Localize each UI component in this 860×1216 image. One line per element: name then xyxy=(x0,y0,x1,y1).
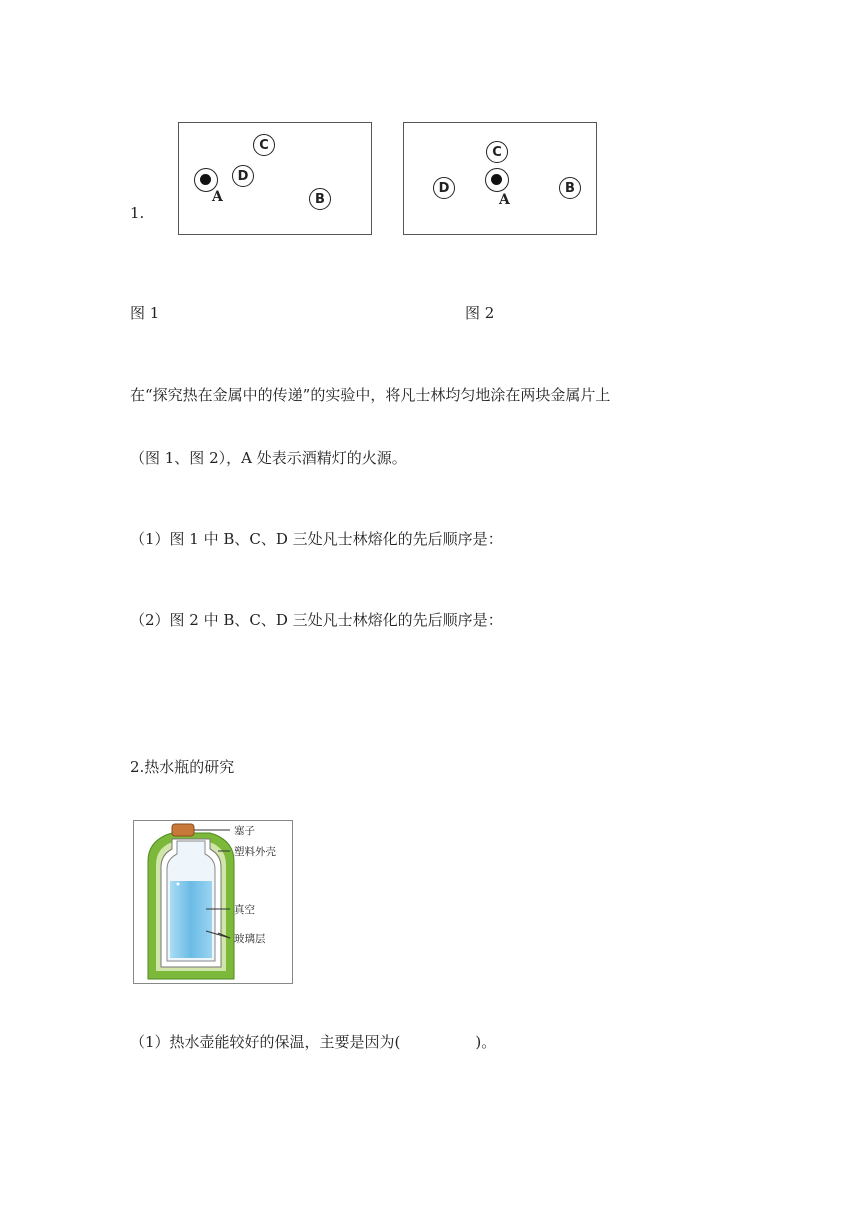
question-2-sub1: （1）热水壶能较好的保温，主要是因为( )。 xyxy=(130,1033,497,1051)
label-glass-layer: 玻璃层 xyxy=(234,933,266,945)
label-plastic-shell: 塑料外壳 xyxy=(234,846,276,858)
question-1-sub2: （2）图 2 中 B、C、D 三处凡士林熔化的先后顺序是： xyxy=(130,611,503,629)
figure-2-caption: 图 2 xyxy=(465,304,495,322)
figure-2-plate xyxy=(403,122,597,235)
point-d: D xyxy=(433,177,455,199)
question-2-title: 2.热水瓶的研究 xyxy=(130,758,235,776)
question-1-stem-line1: 在“探究热在金属中的传递”的实验中，将凡士林均匀地涂在两块金属片上 xyxy=(130,386,611,404)
question-1-stem-line2: （图 1、图 2），A 处表示酒精灯的火源。 xyxy=(130,449,407,467)
figure-1-caption: 图 1 xyxy=(130,304,160,322)
question-1-sub1: （1）图 1 中 B、C、D 三处凡士林熔化的先后顺序是： xyxy=(130,530,503,548)
thermos-diagram xyxy=(133,820,293,984)
figure-1-plate xyxy=(178,122,372,235)
point-c: C xyxy=(253,134,275,156)
label-stopper: 塞子 xyxy=(234,825,255,837)
point-b: B xyxy=(309,188,331,210)
flame-source-a xyxy=(485,168,509,192)
question-1-number: 1. xyxy=(130,204,145,222)
source-label-a: A xyxy=(212,189,223,205)
point-d: D xyxy=(232,165,254,187)
point-b: B xyxy=(559,177,581,199)
source-label-a: A xyxy=(499,192,510,208)
point-c: C xyxy=(486,141,508,163)
label-vacuum: 真空 xyxy=(234,904,255,916)
